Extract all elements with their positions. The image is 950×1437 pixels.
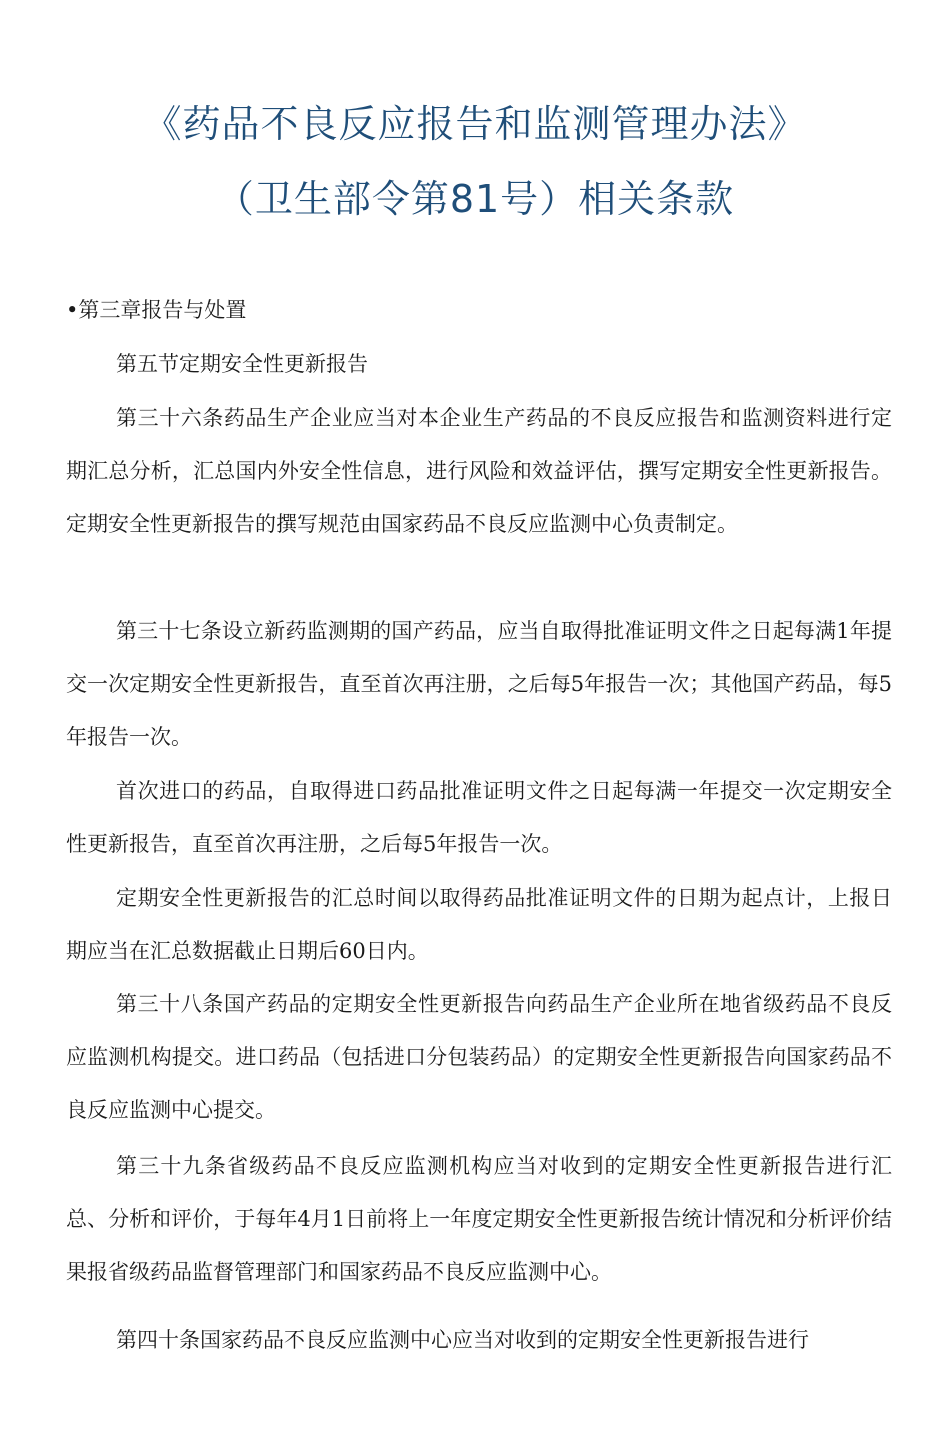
article-38-paragraph: 第三十八条国产药品的定期安全性更新报告向药品生产企业所在地省级药品不良反应监测机构提交。进口药品（包括进口分包装药品）的定期安全性更新报告向国家药品不良反应监测中心提交。	[66, 992, 892, 1122]
section-heading: 第五节定期安全性更新报告	[116, 352, 368, 376]
document-title-line-1: 《药品不良反应报告和监测管理办法》	[143, 102, 807, 146]
imported-drugs-paragraph: 首次进口的药品，自取得进口药品批准证明文件之日起每满一年提交一次定期安全性更新报告，直至首次再注册，之后每5年报告一次。	[66, 779, 892, 856]
article-37-paragraph: 第三十七条设立新药监测期的国产药品，应当自取得批准证明文件之日起每满1年提交一次定期安全性更新报告，直至首次再注册，之后每5年报告一次；其他国产药品，每5年报告一次。	[66, 619, 892, 749]
article-40-paragraph: 第四十条国家药品不良反应监测中心应当对收到的定期安全性更新报告进行	[116, 1328, 809, 1352]
summary-period-paragraph: 定期安全性更新报告的汇总时间以取得药品批准证明文件的日期为起点计，上报日期应当在汇总数据截止日期后60日内。	[66, 886, 892, 963]
chapter-heading: •第三章报告与处置	[66, 298, 247, 322]
article-39-paragraph: 第三十九条省级药品不良反应监测机构应当对收到的定期安全性更新报告进行汇总、分析和评价，于每年4月1日前将上一年度定期安全性更新报告统计情况和分析评价结果报省级药品监督管理部门和国家药品不良反应监测中心。	[66, 1154, 892, 1284]
article-36-paragraph: 第三十六条药品生产企业应当对本企业生产药品的不良反应报告和监测资料进行定期汇总分析，汇总国内外安全性信息，进行风险和效益评估，撰写定期安全性更新报告。定期安全性更新报告的撰写规范由国家药品不良反应监测中心负责制定。	[66, 406, 892, 536]
document-title-line-2: （卫生部令第81号）相关条款	[215, 177, 735, 221]
